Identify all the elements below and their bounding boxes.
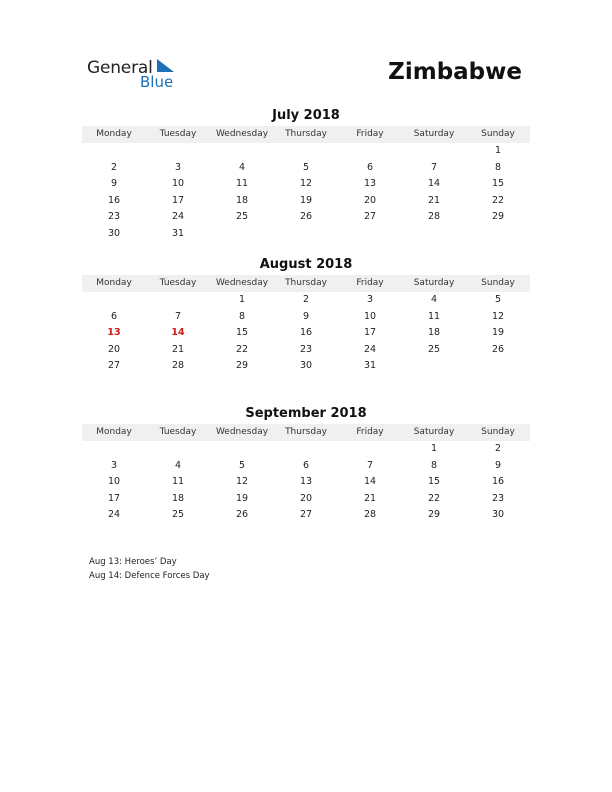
day-cell: 7 [174,310,182,322]
day-cell: 29 [491,211,505,223]
logo [87,56,187,92]
day-cell: 2 [494,443,502,454]
day-cell: 23 [107,211,121,223]
empty-day-cell [82,441,146,458]
holiday-day-cell: 14 [171,327,185,339]
day-cell: 8 [238,310,246,322]
weekday-label: Thursday [285,278,327,288]
day-cell: 27 [107,360,121,372]
month-calendar [82,107,530,243]
day-cell: 12 [299,178,313,190]
day-cell: 10 [363,310,377,322]
day-cell: 17 [107,492,121,504]
day-cell: 25 [427,343,441,355]
day-cell: 7 [366,459,374,471]
day-cell: 21 [363,492,377,504]
day-cell: 22 [235,343,249,355]
empty-day-cell [338,143,402,160]
empty-day-cell [402,358,466,375]
weekday-header [82,424,530,441]
logo-triangle-icon [157,59,174,72]
empty-day-cell [210,143,274,160]
day-cell: 19 [299,194,313,206]
empty-day-cell [274,143,338,160]
day-cell: 16 [107,194,121,206]
empty-day-cell [82,292,146,309]
day-cell: 8 [430,459,438,471]
empty-day-cell [146,292,210,309]
day-cell: 11 [427,310,441,322]
day-cell: 23 [491,492,505,504]
day-cell: 19 [235,492,249,504]
weekday-label: Thursday [285,129,327,139]
day-cell: 20 [363,194,377,206]
day-cell: 27 [363,211,377,223]
empty-day-cell [146,441,210,458]
week-row [82,193,530,210]
day-cell: 31 [171,227,185,239]
day-cell: 25 [171,509,185,521]
week-row [82,342,530,359]
day-cell: 21 [171,343,185,355]
day-cell: 29 [235,360,249,372]
day-cell: 3 [174,161,182,173]
month-title: August 2018 [259,257,353,272]
week-row [82,292,530,309]
holiday-note: Aug 13: Heroes’ Day [89,557,177,567]
day-cell: 27 [299,509,313,521]
logo-word-blue: Blue [140,73,174,91]
week-row [82,491,530,508]
empty-day-cell [146,143,210,160]
day-cell: 22 [491,194,505,206]
weekday-label: Friday [356,278,384,288]
weekday-label: Monday [96,278,132,288]
empty-day-cell [82,143,146,160]
empty-day-cell [338,441,402,458]
logo-word-general: General [87,58,153,78]
day-cell: 13 [299,476,313,488]
week-row [82,507,530,524]
holiday-day-cell: 13 [107,327,121,339]
day-cell: 23 [299,343,313,355]
week-row [82,458,530,475]
weekday-label: Monday [96,427,132,437]
day-cell: 13 [363,178,377,190]
day-cell: 15 [235,327,249,339]
day-cell: 2 [302,294,310,305]
week-row [82,143,530,160]
day-cell: 1 [494,145,502,156]
week-row [82,160,530,177]
day-cell: 29 [427,509,441,521]
week-row [82,441,530,458]
day-cell: 18 [427,327,441,339]
day-cell: 28 [427,211,441,223]
day-cell: 30 [107,227,121,239]
day-cell: 16 [299,327,313,339]
day-cell: 4 [430,294,438,305]
day-cell: 6 [366,161,374,173]
day-cell: 5 [238,459,246,471]
day-cell: 8 [494,161,502,173]
weekday-label: Sunday [481,129,515,139]
day-cell: 1 [238,294,246,305]
day-cell: 5 [494,294,502,305]
week-row [82,209,530,226]
day-cell: 24 [107,509,121,521]
day-cell: 25 [235,211,249,223]
empty-day-cell [466,226,530,243]
week-row [82,325,530,342]
day-cell: 21 [427,194,441,206]
weekday-label: Sunday [481,278,515,288]
empty-day-cell [210,441,274,458]
empty-day-cell [402,226,466,243]
day-cell: 20 [299,492,313,504]
weekday-label: Friday [356,129,384,139]
week-row [82,309,530,326]
day-cell: 30 [299,360,313,372]
empty-day-cell [338,226,402,243]
weekday-label: Tuesday [159,427,197,437]
day-cell: 11 [171,476,185,488]
day-cell: 15 [491,178,505,190]
day-cell: 9 [110,178,118,190]
empty-day-cell [402,143,466,160]
day-cell: 12 [235,476,249,488]
day-cell: 26 [235,509,249,521]
day-cell: 30 [491,509,505,521]
empty-day-cell [210,226,274,243]
day-cell: 19 [491,327,505,339]
weekday-label: Tuesday [159,129,197,139]
week-row [82,176,530,193]
empty-day-cell [274,441,338,458]
day-cell: 16 [491,476,505,488]
day-cell: 3 [366,294,374,305]
weekday-label: Saturday [413,427,455,437]
day-cell: 14 [427,178,441,190]
month-title: July 2018 [272,108,340,123]
month-calendar [82,256,530,375]
weekday-header [82,275,530,292]
weekday-label: Monday [96,129,132,139]
day-cell: 7 [430,161,438,173]
day-cell: 15 [427,476,441,488]
month-calendar [82,405,530,524]
weekday-label: Tuesday [159,278,197,288]
day-cell: 3 [110,459,118,471]
week-row [82,474,530,491]
day-cell: 17 [171,194,185,206]
day-cell: 22 [427,492,441,504]
weekday-label: Thursday [285,427,327,437]
holiday-note: Aug 14: Defence Forces Day [89,571,210,581]
weekday-label: Saturday [413,129,455,139]
day-cell: 28 [363,509,377,521]
day-cell: 18 [171,492,185,504]
holiday-notes [89,555,210,583]
weekday-label: Wednesday [215,427,269,437]
day-cell: 17 [363,327,377,339]
week-row [82,358,530,375]
day-cell: 24 [363,343,377,355]
weekday-header [82,126,530,143]
country-title: Zimbabwe [388,59,522,85]
day-cell: 6 [302,459,310,471]
day-cell: 12 [491,310,505,322]
day-cell: 10 [107,476,121,488]
day-cell: 14 [363,476,377,488]
day-cell: 28 [171,360,185,372]
weekday-label: Wednesday [215,278,269,288]
weekday-label: Friday [356,427,384,437]
empty-day-cell [466,358,530,375]
day-cell: 9 [302,310,310,322]
day-cell: 5 [302,161,310,173]
day-cell: 10 [171,178,185,190]
day-cell: 2 [110,161,118,173]
day-cell: 24 [171,211,185,223]
day-cell: 6 [110,310,118,322]
day-cell: 11 [235,178,249,190]
day-cell: 31 [363,360,377,372]
day-cell: 20 [107,343,121,355]
day-cell: 26 [299,211,313,223]
day-cell: 18 [235,194,249,206]
day-cell: 4 [238,161,246,173]
week-row [82,226,530,243]
empty-day-cell [274,226,338,243]
weekday-label: Sunday [481,427,515,437]
weekday-label: Wednesday [215,129,269,139]
day-cell: 26 [491,343,505,355]
weekday-label: Saturday [413,278,455,288]
day-cell: 1 [430,443,438,454]
month-title: September 2018 [245,406,367,421]
day-cell: 9 [494,459,502,471]
day-cell: 4 [174,459,182,471]
